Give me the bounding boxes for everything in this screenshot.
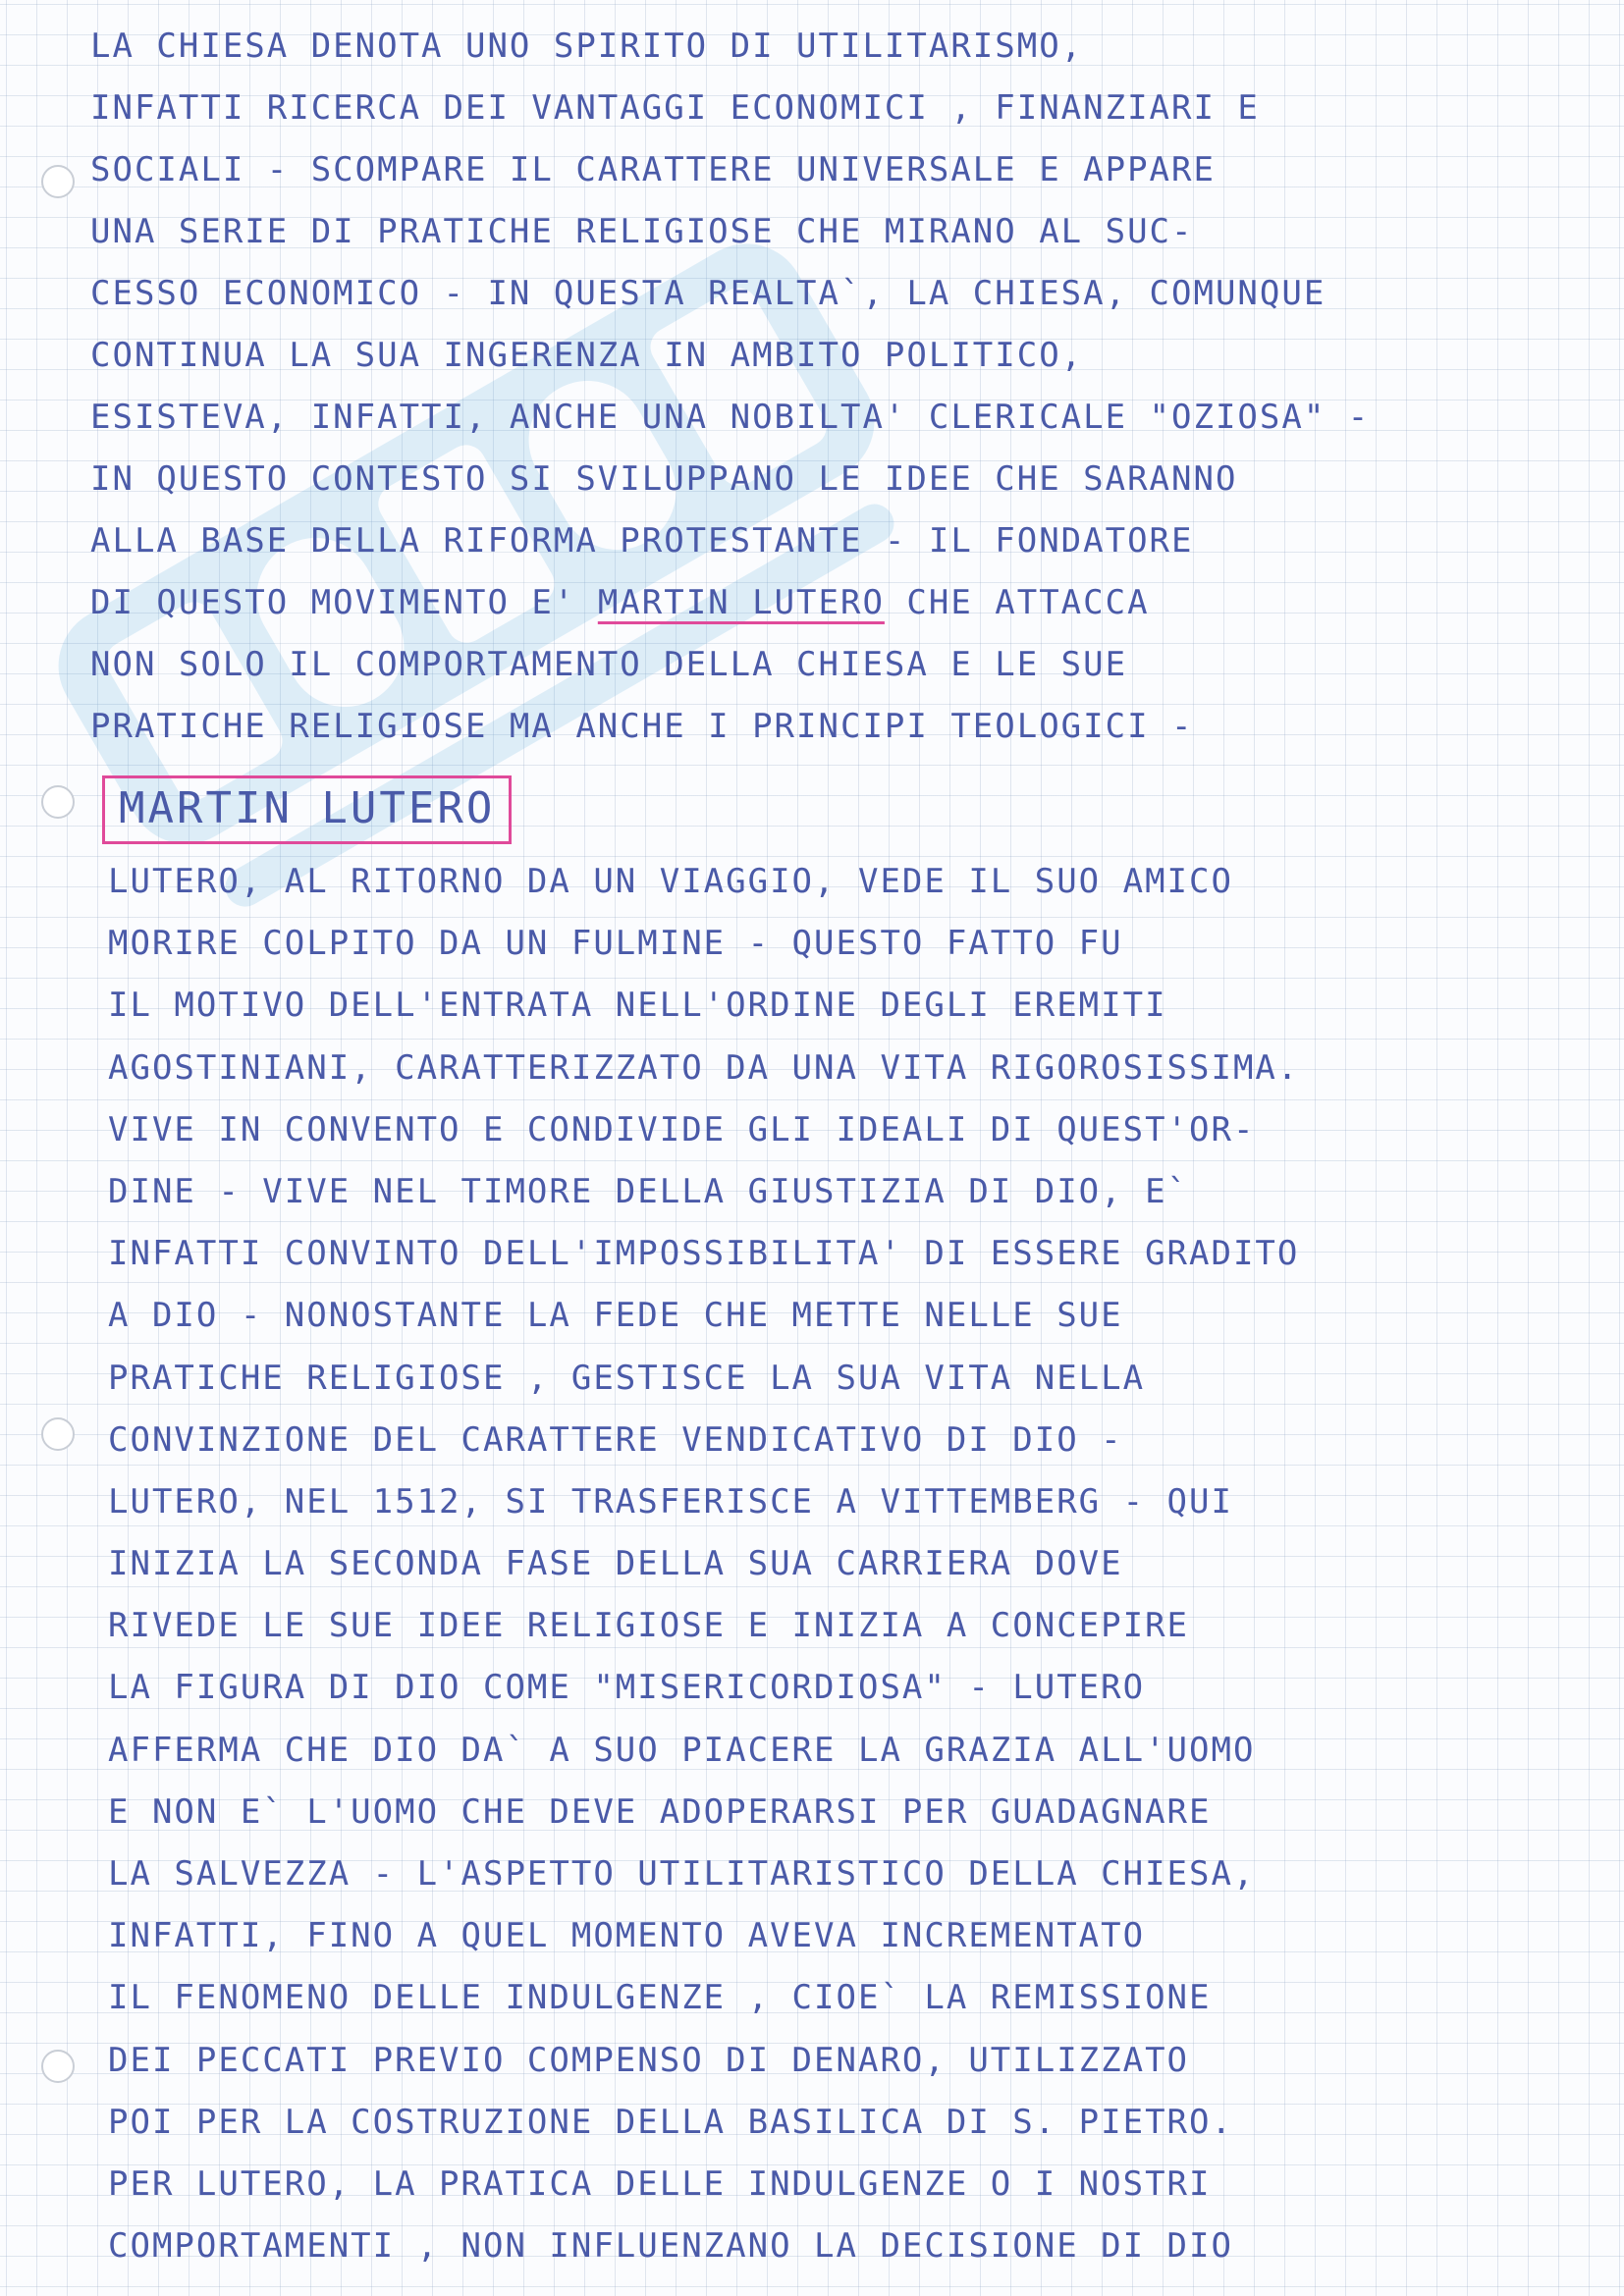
text-line: PRATICHE RELIGIOSE MA ANCHE I PRINCIPI TEOLOGICI -	[90, 707, 1194, 746]
text-line: NON SOLO IL COMPORTAMENTO DELLA CHIESA E LE SUE	[90, 645, 1128, 684]
text-line: AFFERMA CHE DIO DA` A SUO PIACERE LA GRAZIA ALL'UOMO	[108, 1730, 1256, 1770]
binder-hole	[41, 165, 75, 198]
text-line: LA SALVEZZA - L'ASPETTO UTILITARISTICO DELLA CHIESA,	[108, 1854, 1256, 1894]
text-line: PER LUTERO, LA PRATICA DELLE INDULGENZE O I NOSTRI	[108, 2163, 1212, 2204]
binder-hole	[41, 785, 75, 819]
underlined-name: MARTIN LUTERO	[597, 583, 885, 622]
section-heading: MARTIN LUTERO	[102, 775, 512, 844]
binder-hole	[41, 2050, 75, 2083]
text-line: LUTERO, AL RITORNO DA UN VIAGGIO, VEDE IL SUO AMICO	[108, 862, 1233, 901]
text-line: DEI PECCATI PREVIO COMPENSO DI DENARO, UTILIZZATO	[108, 2040, 1190, 2080]
text-line: ESISTEVA, INFATTI, ANCHE UNA NOBILTA' CLERICALE "OZIOSA" -	[90, 398, 1371, 437]
text-line: E NON E` L'UOMO CHE DEVE ADOPERARSI PER GUADAGNARE	[108, 1791, 1212, 1832]
text-line: UNA SERIE DI PRATICHE RELIGIOSE CHE MIRANO AL SUC-	[90, 212, 1194, 251]
text-line: INFATTI CONVINTO DELL'IMPOSSIBILITA' DI ESSERE GRADITO	[108, 1234, 1300, 1274]
text-line: ALLA BASE DELLA RIFORMA PROTESTANTE - IL FONDATORE	[90, 521, 1194, 561]
text-line: RIVEDE LE SUE IDEE RELIGIOSE E INIZIA A CONCEPIRE	[108, 1606, 1190, 1646]
text-line: COMPORTAMENTI , NON INFLUENZANO LA DECISIONE DI DIO	[108, 2226, 1233, 2267]
text-segment: DI QUESTO MOVIMENTO E'	[90, 583, 598, 622]
text-line: LUTERO, NEL 1512, SI TRASFERISCE A VITTEMBERG - QUI	[108, 1481, 1233, 1522]
binder-hole	[41, 1417, 75, 1451]
upper-paragraph	[90, 16, 1602, 758]
text-line: SOCIALI - SCOMPARE IL CARATTERE UNIVERSALE E APPARE	[90, 150, 1216, 189]
text-line: VIVE IN CONVENTO E CONDIVIDE GLI IDEALI DI QUEST'OR-	[108, 1109, 1256, 1149]
text-line: CONTINUA LA SUA INGERENZA IN AMBITO POLITICO,	[90, 336, 1084, 375]
text-line: POI PER LA COSTRUZIONE DELLA BASILICA DI S. PIETRO.	[108, 2102, 1233, 2142]
text-line-with-underline	[90, 572, 1602, 634]
text-segment: CHE ATTACCA	[884, 583, 1150, 622]
text-line: MORIRE COLPITO DA UN FULMINE - QUESTO FATTO FU	[108, 924, 1123, 964]
lower-paragraph	[108, 851, 1610, 2277]
text-line: AGOSTINIANI, CARATTERIZZATO DA UNA VITA RIGOROSISSIMA.	[108, 1047, 1300, 1088]
text-line: A DIO - NONOSTANTE LA FEDE CHE METTE NELLE SUE	[108, 1296, 1123, 1336]
text-line: CESSO ECONOMICO - IN QUESTA REALTA`, LA CHIESA, COMUNQUE	[90, 274, 1326, 313]
text-line: PRATICHE RELIGIOSE , GESTISCE LA SUA VITA NELLA	[108, 1358, 1146, 1398]
text-line: IN QUESTO CONTESTO SI SVILUPPANO LE IDEE CHE SARANNO	[90, 459, 1238, 499]
text-line: IL MOTIVO DELL'ENTRATA NELL'ORDINE DEGLI EREMITI	[108, 986, 1167, 1026]
text-line: INIZIA LA SECONDA FASE DELLA SUA CARRIERA DOVE	[108, 1544, 1123, 1584]
text-line: LA CHIESA DENOTA UNO SPIRITO DI UTILITARISMO,	[90, 27, 1084, 66]
text-line: DINE - VIVE NEL TIMORE DELLA GIUSTIZIA DI DIO, E`	[108, 1171, 1190, 1211]
text-line: INFATTI, FINO A QUEL MOMENTO AVEVA INCREMENTATO	[108, 1916, 1146, 1956]
text-line: LA FIGURA DI DIO COME "MISERICORDIOSA" - LUTERO	[108, 1668, 1146, 1708]
text-line: CONVINZIONE DEL CARATTERE VENDICATIVO DI DIO -	[108, 1419, 1123, 1460]
text-line: IL FENOMENO DELLE INDULGENZE , CIOE` LA REMISSIONE	[108, 1978, 1212, 2018]
text-line: INFATTI RICERCA DEI VANTAGGI ECONOMICI , FINANZIARI E	[90, 88, 1260, 128]
